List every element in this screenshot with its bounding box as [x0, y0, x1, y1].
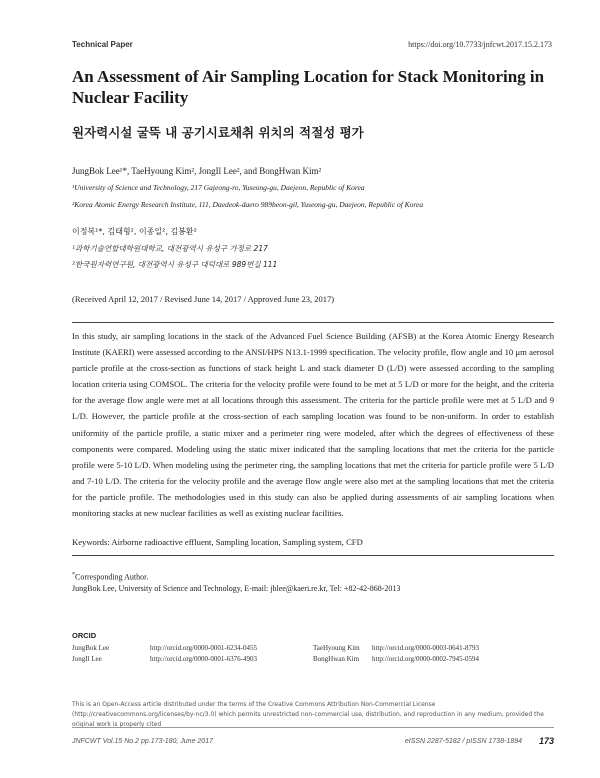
paper-title-korean: 원자력시설 굴뚝 내 공기시료채취 위치의 적절성 평가: [72, 125, 364, 140]
orcid-link[interactable]: http://orcid.org/0000-0001-6234-0455: [150, 644, 257, 652]
license-notice: This is an Open-Access article distributed under the terms of the Creative Commons Attribution Non-Commercial License (http://creativecommons.org/licenses/by-nc/3.0) which permits unrestricted non-commercial use, distribution, and reproduction in any medium, provided the original work is properly cited: [72, 701, 544, 728]
abstract: In this study, air sampling locations in the stack of the Advanced Fuel Science Building (AFSB) at the Korea Atomic Energy Research Institute (KAERI) were assessed according to the ANSI/HPS N13.1-1999 specification. The velocity profile, flow angle and 10 μm aerosol particle profile at the cross-section as functions of stack height L and stack diameter D (L/D) were assessed according to the sampling location criteria using COMSOL. The criteria for the velocity profile were found to be met at 5 L/D or more for the height, and the criteria for the average flow angle were met at all locations through this assessment. The criteria for the particle profile were met at 5 L/D and 9 L/D. However, the particle profile at the cross-section of each sampling location was found to be non-uniform. In order to establish uniformity of the particle profile, a static mixer and a perimeter ring were modeled, after which the degrees of effectiveness of these components were compared. Modeling using the static mixer indicated that the sampling locations that met the criteria for the particle profile were 5-10 L/D. When modeling using the perimeter ring, the sampling locations that met the criteria for particle profile were 5 L/D and 7-10 L/D. The criteria for the velocity profile and the average flow angle were also met at the sampling locations that met the criteria for the particle profile. The methodologies used in this study can also be applied during assessments of air sampling locations when monitoring stacks at new nuclear facilities as well as existing nuclear facilities.: [72, 331, 554, 519]
affiliation-2: ²Korea Atomic Energy Research Institute, 111, Daedeok-daero 989beon-gil, Yuseong-gu, Daejeon, Republic of Korea: [72, 200, 424, 209]
orcid-name: JungBok Lee: [72, 644, 110, 652]
doi-link[interactable]: https://doi.org/10.7733/jnfcwt.2017.15.2.173: [408, 40, 552, 49]
journal-citation: JNFCWT Vol.15 No.2 pp.173-180, June 2017: [72, 738, 213, 745]
orcid-link[interactable]: http://orcid.org/0000-0001-6376-4903: [150, 655, 257, 663]
received-dates: (Received April 12, 2017 / Revised June 14, 2017 / Approved June 23, 2017): [72, 294, 335, 304]
author-list-korean: 이정복¹*, 김태형², 이종일², 김봉환²: [72, 227, 197, 236]
orcid-name: JongIl Lee: [72, 655, 102, 663]
orcid-row: [72, 644, 554, 655]
paper-title: An Assessment of Air Sampling Location for Stack Monitoring in Nuclear Facility: [72, 67, 545, 107]
section-label: Technical Paper: [72, 40, 133, 49]
orcid-link[interactable]: http://orcid.org/0000-0003-0641-8793: [372, 644, 479, 652]
issn-info: eISSN 2287-5182 / pISSN 1738-1894: [404, 738, 522, 745]
corresponding-marker: *: [72, 572, 75, 578]
affiliation-1: ¹University of Science and Technology, 217 Gajeong-ro, Yuseong-gu, Daejeon, Republic of Korea: [72, 183, 365, 192]
page-number: 173: [538, 736, 554, 746]
orcid-heading: ORCID: [72, 631, 97, 640]
orcid-row: [72, 655, 554, 666]
keywords: Keywords: Airborne radioactive effluent, Sampling location, Sampling system, CFD: [72, 537, 363, 547]
corresponding-label: Corresponding Author.: [75, 572, 149, 582]
corresponding-author: [72, 570, 554, 595]
divider-middle: [72, 555, 554, 556]
orcid-name: TaeHyoung Kim: [313, 644, 360, 652]
corresponding-details: JungBok Lee, University of Science and Technology, E-mail: jblee@kaeri.re.kr, Tel: +82-42-868-2013: [72, 584, 401, 594]
divider-top: [72, 322, 554, 323]
affiliation-2-korean: ²한국원자력연구원, 대전광역시 유성구 대덕대로 989번길 111: [72, 260, 278, 269]
orcid-name: BongHwan Kim: [313, 655, 360, 663]
orcid-link[interactable]: http://orcid.org/0000-0002-7945-0594: [372, 655, 479, 663]
divider-footer: [72, 727, 554, 728]
orcid-table: [72, 644, 554, 666]
author-list: JungBok Lee¹*, TaeHyoung Kim², JongIl Lee², and BongHwan Kim²: [72, 166, 322, 176]
affiliation-1-korean: ¹과학기술연합대학원대학교, 대전광역시 유성구 가정로 217: [72, 244, 268, 253]
